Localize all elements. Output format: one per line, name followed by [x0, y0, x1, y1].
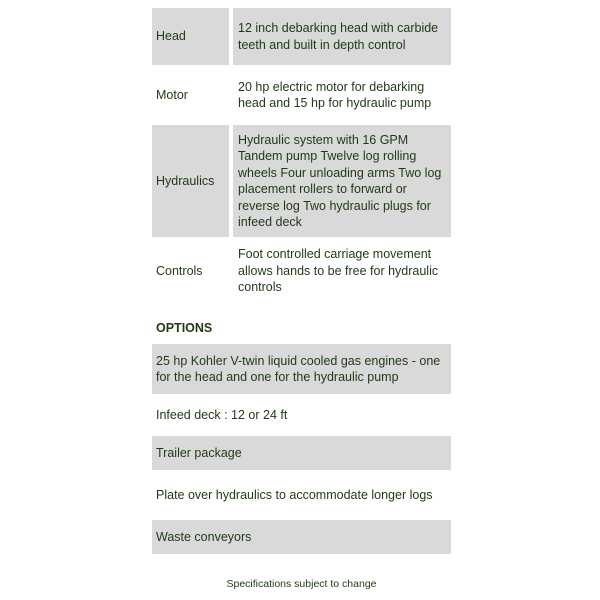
options-heading: OPTIONS — [156, 321, 213, 335]
option-item: Waste conveyors — [152, 520, 451, 554]
spec-label: Head — [152, 8, 229, 65]
spec-row-head — [152, 8, 451, 65]
spec-value: 12 inch debarking head with carbide teeth and built in depth control — [233, 8, 451, 65]
spec-row-controls — [152, 241, 451, 301]
option-item: Plate over hydraulics to accommodate longer logs — [156, 487, 433, 502]
option-item: Trailer package — [152, 436, 451, 470]
footer-note: Specifications subject to change — [226, 578, 377, 590]
option-item: Infeed deck : 12 or 24 ft — [156, 407, 288, 422]
spec-sheet — [152, 8, 451, 554]
spec-row-hydraulics — [152, 125, 451, 237]
spec-value: 20 hp electric motor for debarking head and 15 hp for hydraulic pump — [238, 79, 432, 110]
option-item: 25 hp Kohler V-twin liquid cooled gas engines - one for the head and one for the hydraulic pump — [152, 344, 451, 394]
spec-label: Motor — [156, 87, 188, 102]
spec-label: Hydraulics — [152, 125, 229, 237]
spec-label: Controls — [156, 263, 203, 278]
spec-value: Hydraulic system with 16 GPM Tandem pump Twelve log rolling wheels Four unloading arms Two log placement rollers to forward or reverse log Two hydraulic plugs for infeed deck — [233, 125, 451, 237]
spec-row-motor — [152, 69, 451, 121]
specs-table — [152, 4, 451, 305]
spec-value: Foot controlled carriage movement allows hands to be free for hydraulic controls — [238, 247, 439, 295]
